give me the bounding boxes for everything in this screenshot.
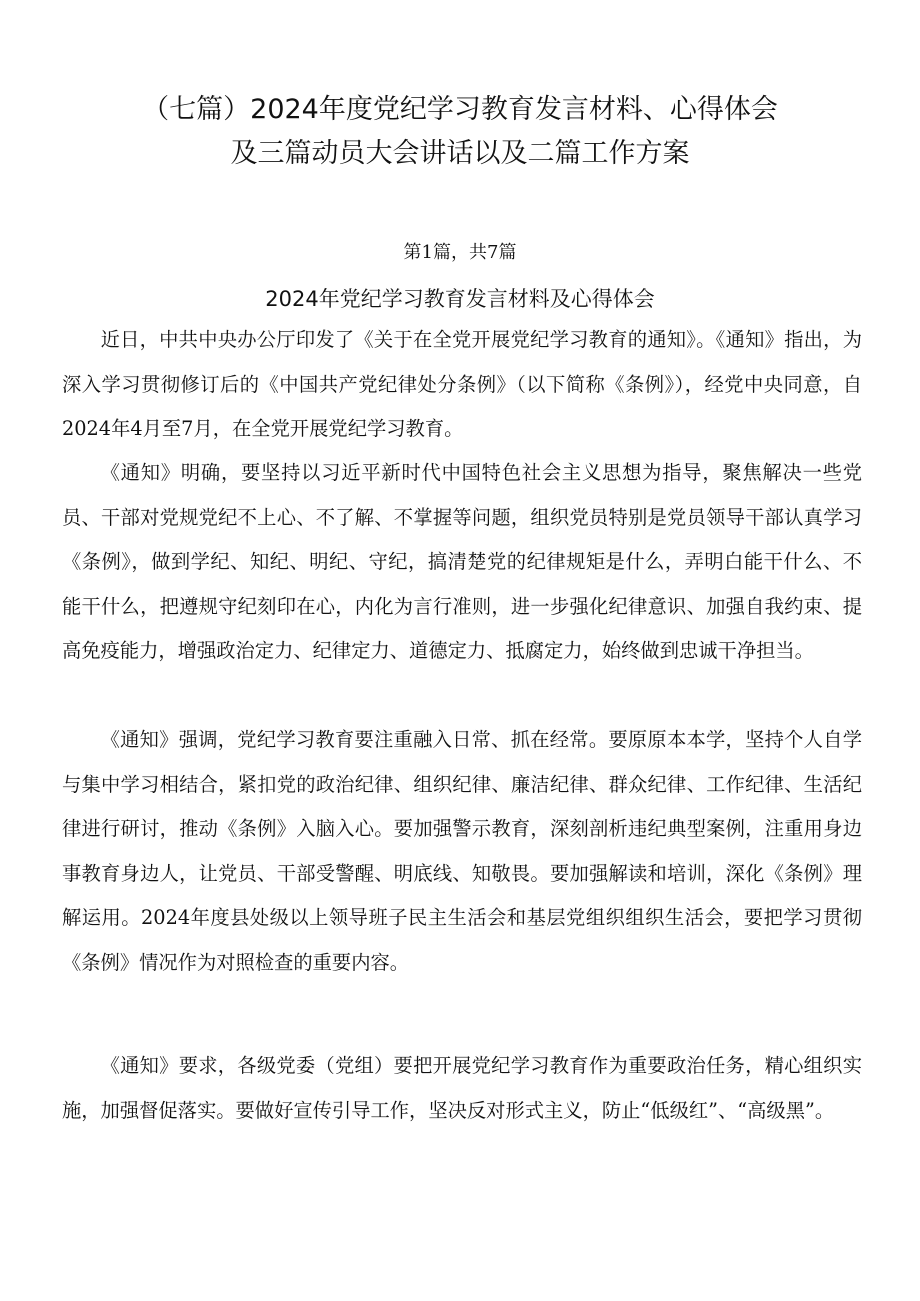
body-paragraph-3-block: [62, 718, 862, 985]
body-paragraph: 近日，中共中央办公厅印发了《关于在全党开展党纪学习教育的通知》。《通知》指出，为深入学习贯彻修订后的《中国共产党纪律处分条例》（以下简称《条例》），经党中央同意，自2024年4月至7月，在全党开展党纪学习教育。: [62, 328, 862, 440]
document-title-line-1: （七篇）2024年度党纪学习教育发言材料、心得体会: [142, 94, 778, 125]
body-paragraph: 《通知》强调，党纪学习教育要注重融入日常、抓在经常。要原原本本学，坚持个人自学与集中学习相结合，紧扣党的政治纪律、组织纪律、廉洁纪律、群众纪律、工作纪律、生活纪律进行研讨，推动《条例》入脑入心。要加强警示教育，深刻剖析违纪典型案例，注重用身边事教育身边人，让党员、干部受警醒、明底线、知敬畏。要加强解读和培训，深化《条例》理解运用。2024年度县处级以上领导班子民主生活会和基层党组织组织生活会，要把学习贯彻《条例》情况作为对照检查的重要内容。: [62, 728, 862, 974]
part-indicator: 第1篇，共7篇: [403, 242, 517, 263]
section-title: 2024年党纪学习教育发言材料及心得体会: [265, 287, 655, 311]
body-paragraph-4-block: [62, 1044, 862, 1133]
body-paragraph-2-block: [62, 451, 862, 674]
body-paragraph: 《通知》明确，要坚持以习近平新时代中国特色社会主义思想为指导，聚焦解决一些党员、干部对党规党纪不上心、不了解、不掌握等问题，组织党员特别是党员领导干部认真学习《条例》，做到学纪、知纪、明纪、守纪，搞清楚党的纪律规矩是什么，弄明白能干什么、不能干什么，把遵规守纪刻印在心，内化为言行准则，进一步强化纪律意识、加强自我约束、提高免疫能力，增强政治定力、纪律定力、道德定力、抵腐定力，始终做到忠诚干净担当。: [62, 461, 862, 662]
document-title-line-2: 及三篇动员大会讲话以及二篇工作方案: [230, 138, 690, 169]
body-paragraph: 《通知》要求，各级党委（党组）要把开展党纪学习教育作为重要政治任务，精心组织实施，加强督促落实。要做好宣传引导工作，坚决反对形式主义，防止“低级红”、“高级黑”。: [62, 1054, 862, 1122]
body-paragraph-1-block: [62, 318, 862, 452]
